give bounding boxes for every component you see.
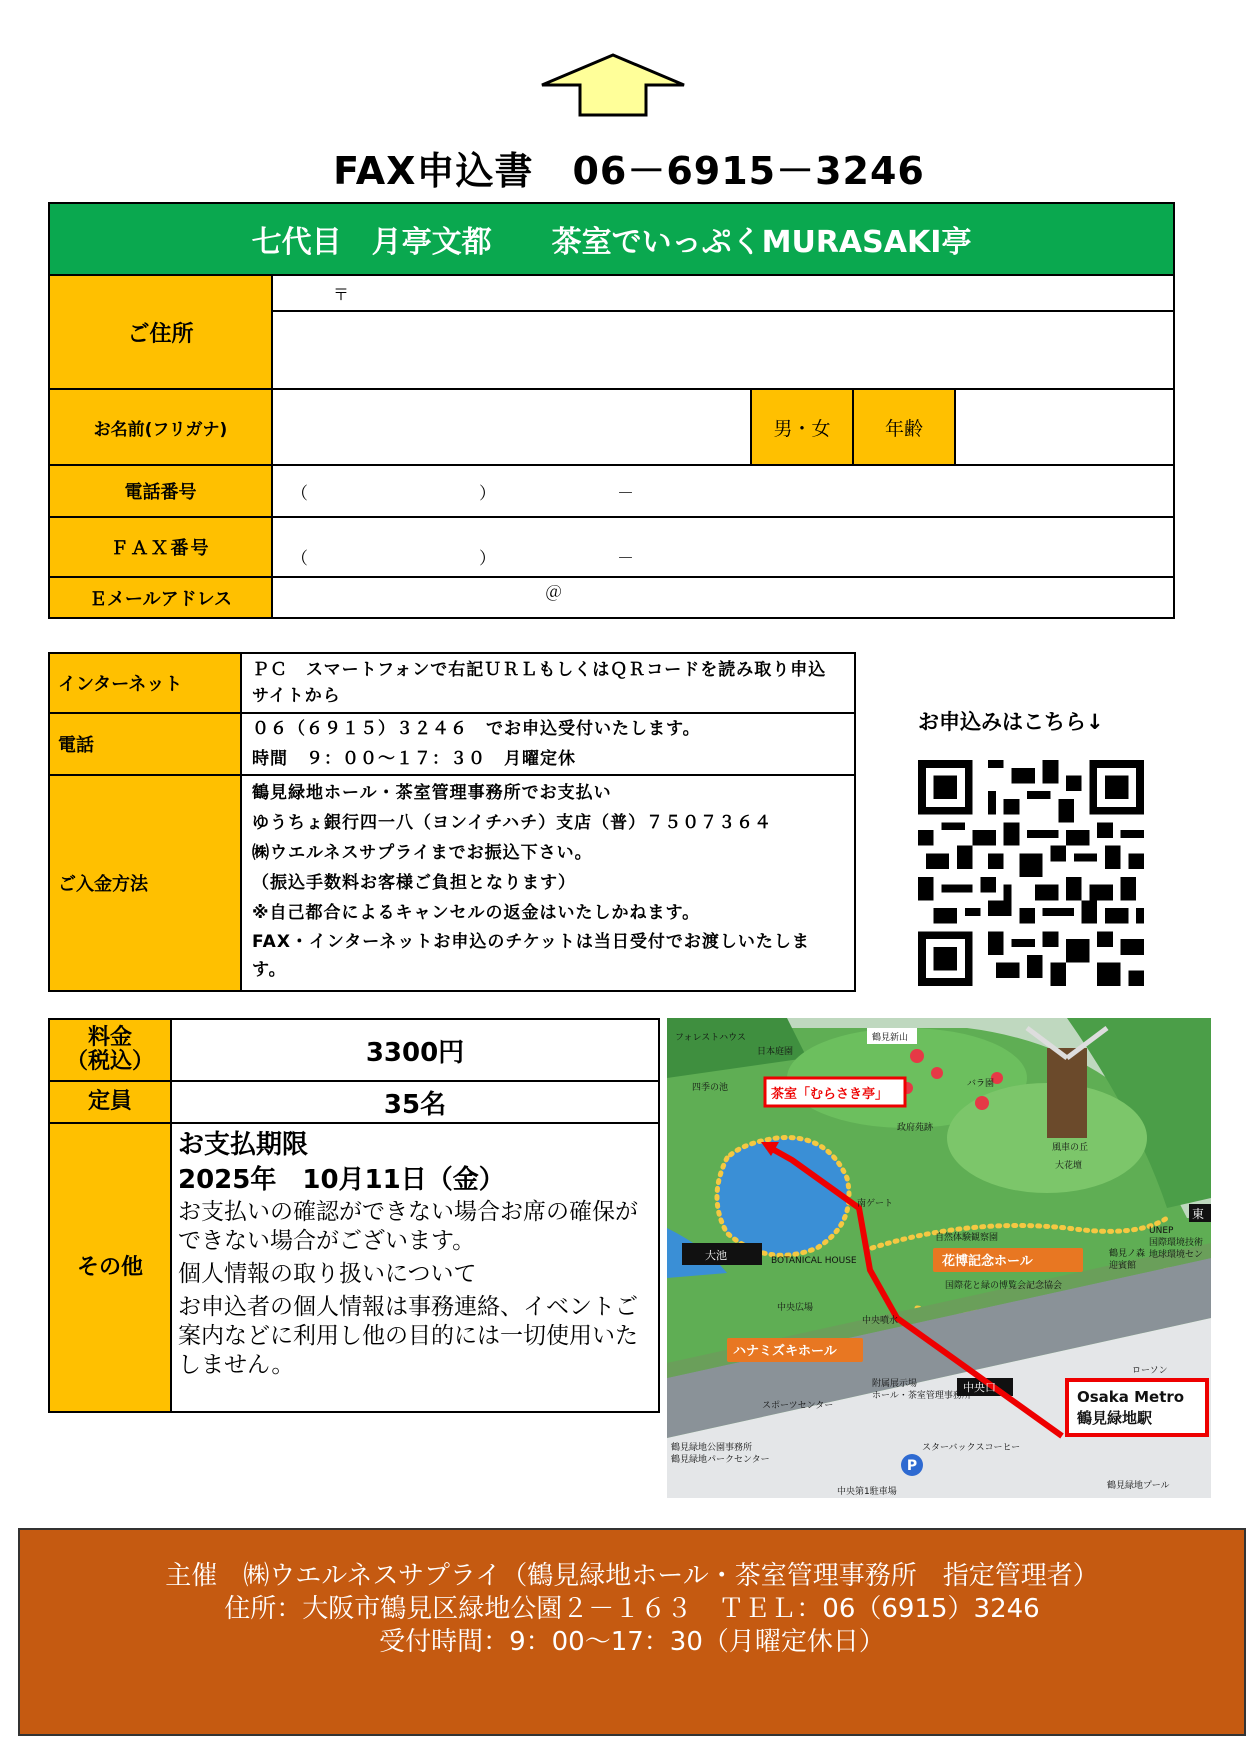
gender-field[interactable]: 男・女	[752, 390, 854, 466]
internet-label: インターネット	[50, 654, 242, 714]
name-label: お名前(フリガナ)	[50, 390, 273, 466]
phone-method-label: 電話	[50, 714, 242, 776]
other-label: その他	[50, 1124, 172, 1411]
email-label: Ｅメールアドレス	[50, 578, 273, 617]
svg-text:P: P	[906, 1458, 918, 1474]
payment-line: 鶴見緑地ホール・茶室管理事務所でお支払い	[252, 783, 612, 803]
map-label-park-center: 鶴見緑地パークセンター	[671, 1455, 770, 1465]
page-title: FAX申込書 06－6915－3246	[333, 149, 925, 193]
capacity-label: 定員	[50, 1082, 172, 1124]
postal-mark: 〒	[333, 284, 350, 304]
payment-line: （振込手数料お客様ご負担となります）	[252, 873, 576, 893]
qr-label: お申込みはこちら↓	[918, 710, 1104, 734]
fax-open-paren: （	[291, 549, 308, 569]
name-field[interactable]	[273, 390, 752, 466]
map-label-teahouse: 茶室「むらさき亭」	[771, 1087, 889, 1102]
application-form	[48, 202, 1175, 619]
map-label-sports: スポーツセンター	[762, 1401, 834, 1411]
map-label-expo-museum: 国際花と緑の博覧会記念協会	[945, 1281, 1063, 1291]
map-metro-line: Osaka Metro	[1077, 1388, 1185, 1406]
map-label-japanese-garden: 日本庭園	[757, 1047, 794, 1057]
map-label-starbucks: スターバックスコーヒー	[922, 1443, 1021, 1453]
deadline-date: 2025年 10月11日（金）	[178, 1165, 505, 1195]
map-label-big-pond: 大池	[705, 1249, 727, 1262]
internet-text: ＰＣ スマートフォンで右記ＵＲＬもしくはＱＲコードを読み取り申込サイトから	[242, 654, 854, 714]
postal-code-field[interactable]	[273, 276, 1173, 312]
payment-label: ご入金方法	[50, 776, 242, 990]
map-label-government: 政府苑跡	[897, 1123, 934, 1133]
map-label-central-plaza: 中央広場	[777, 1303, 814, 1313]
map-label-central-fountain: 中央噴水	[862, 1316, 899, 1326]
privacy-text: お申込者の個人情報は事務連絡、イベントご案内などに利用し他の目的には一切使用いたしません。	[178, 1294, 638, 1378]
phone-open-paren: （	[291, 483, 308, 504]
map-label-botanical: BOTANICAL HOUSE	[771, 1256, 857, 1266]
organizer-footer	[18, 1528, 1246, 1736]
phone-method-line: ０６（６９１５）３２４６ でお申込受付いたします。	[252, 719, 701, 739]
park-map	[667, 1018, 1211, 1498]
map-label-tsurumino: 鶴見ノ森	[1109, 1249, 1146, 1259]
map-label-unep2: 国際環境技術	[1149, 1238, 1204, 1248]
footer-organizer: 主催 ㈱ウエルネスサプライ（鶴見緑地ホール・茶室管理事務所 指定管理者）	[165, 1561, 1099, 1591]
map-label-central-exit: 中央口	[963, 1381, 996, 1394]
fax-close-paren: ）	[479, 549, 496, 569]
map-label-lawson: ローソン	[1132, 1366, 1168, 1376]
map-label-expo-hall: 花博記念ホール	[942, 1254, 1033, 1269]
map-label-rose: バラ園	[967, 1079, 995, 1089]
fax-field[interactable]	[273, 518, 1173, 578]
map-label-unep: UNEP	[1149, 1226, 1174, 1236]
phone-label: 電話番号	[50, 466, 273, 518]
footer-address: 住所：大阪市鶴見区緑地公園２－１６３ ＴＥＬ：06（6915）3246	[224, 1594, 1040, 1624]
map-label-unep3: 地球環境セン	[1149, 1250, 1204, 1260]
deadline-title: お支払期限	[178, 1130, 309, 1160]
map-label-park-office: 鶴見緑地公園事務所	[671, 1443, 753, 1453]
map-label-tsurumi-shinzan: 鶴見新山	[872, 1033, 909, 1043]
footer-hours: 受付時間：9：00～17：30（月曜定休日）	[379, 1627, 885, 1657]
fee-label: 料金 （税込）	[50, 1020, 172, 1082]
map-label-seasons-pond: 四季の池	[692, 1083, 729, 1093]
address-label: ご住所	[50, 276, 273, 390]
payment-line: ㈱ウエルネスサプライまでお振込下さい。	[252, 843, 593, 863]
payment-line: FAX・インターネットお申込のチケットは当日受付でお渡しいたします。	[252, 932, 810, 980]
fax-dash: －	[617, 549, 634, 569]
application-info-table	[48, 652, 856, 992]
age-label: 年齢	[854, 390, 956, 466]
fee-table	[48, 1018, 660, 1413]
privacy-title: 個人情報の取り扱いについて	[178, 1261, 477, 1287]
map-label-nature: 自然体験観察園	[935, 1233, 999, 1243]
fax-label: ＦＡＸ番号	[50, 518, 273, 578]
map-label-east: 東	[1192, 1207, 1205, 1221]
age-field[interactable]	[956, 390, 1173, 466]
other-details	[172, 1124, 658, 1411]
map-label-hall-office: ホール・茶室管理事務所	[872, 1391, 971, 1401]
qr-code-icon[interactable]	[918, 760, 1144, 986]
payment-line: ゆうちょ銀行四一八（ヨンイチハチ）支店（普）７５０７３６４	[252, 813, 773, 833]
payment-note: お支払いの確認ができない場合お席の確保ができない場合がございます。	[178, 1199, 638, 1254]
map-label-big-flower: 大花壇	[1055, 1161, 1083, 1171]
up-arrow-icon	[538, 53, 688, 117]
phone-hours-line: 時間 ９：００～１７：３０ 月曜定休	[252, 749, 576, 769]
map-label-guesthouse: 迎賓館	[1109, 1261, 1137, 1271]
phone-field[interactable]	[273, 466, 1173, 518]
email-at: ＠	[545, 583, 562, 603]
map-label-forest: フォレストハウス	[675, 1033, 746, 1043]
phone-close-paren: ）	[479, 483, 496, 504]
payment-line: ※自己都合によるキャンセルの返金はいたしかねます。	[252, 903, 701, 923]
map-label-windmill-hill: 風車の丘	[1052, 1143, 1089, 1153]
capacity-value: 35名	[172, 1082, 658, 1124]
address-field[interactable]	[273, 312, 1173, 390]
map-metro-station: 鶴見緑地駅	[1077, 1409, 1153, 1427]
fee-value: 3300円	[172, 1020, 658, 1082]
payment-text	[242, 776, 854, 990]
event-banner: 七代目 月亭文都 茶室でいっぷくMURASAKI亭	[50, 204, 1173, 276]
map-label-parking: 中央第1駐車場	[837, 1487, 897, 1497]
email-field[interactable]	[273, 578, 1173, 617]
map-label-hanamizuki: ハナミズキホール	[733, 1344, 837, 1359]
phone-dash: －	[617, 483, 634, 504]
phone-method-text	[242, 714, 854, 776]
map-label-annex: 附属展示場	[872, 1379, 918, 1389]
map-label-pool: 鶴見緑地プール	[1107, 1481, 1170, 1491]
map-label-south-gate: 南ゲート	[857, 1199, 894, 1209]
